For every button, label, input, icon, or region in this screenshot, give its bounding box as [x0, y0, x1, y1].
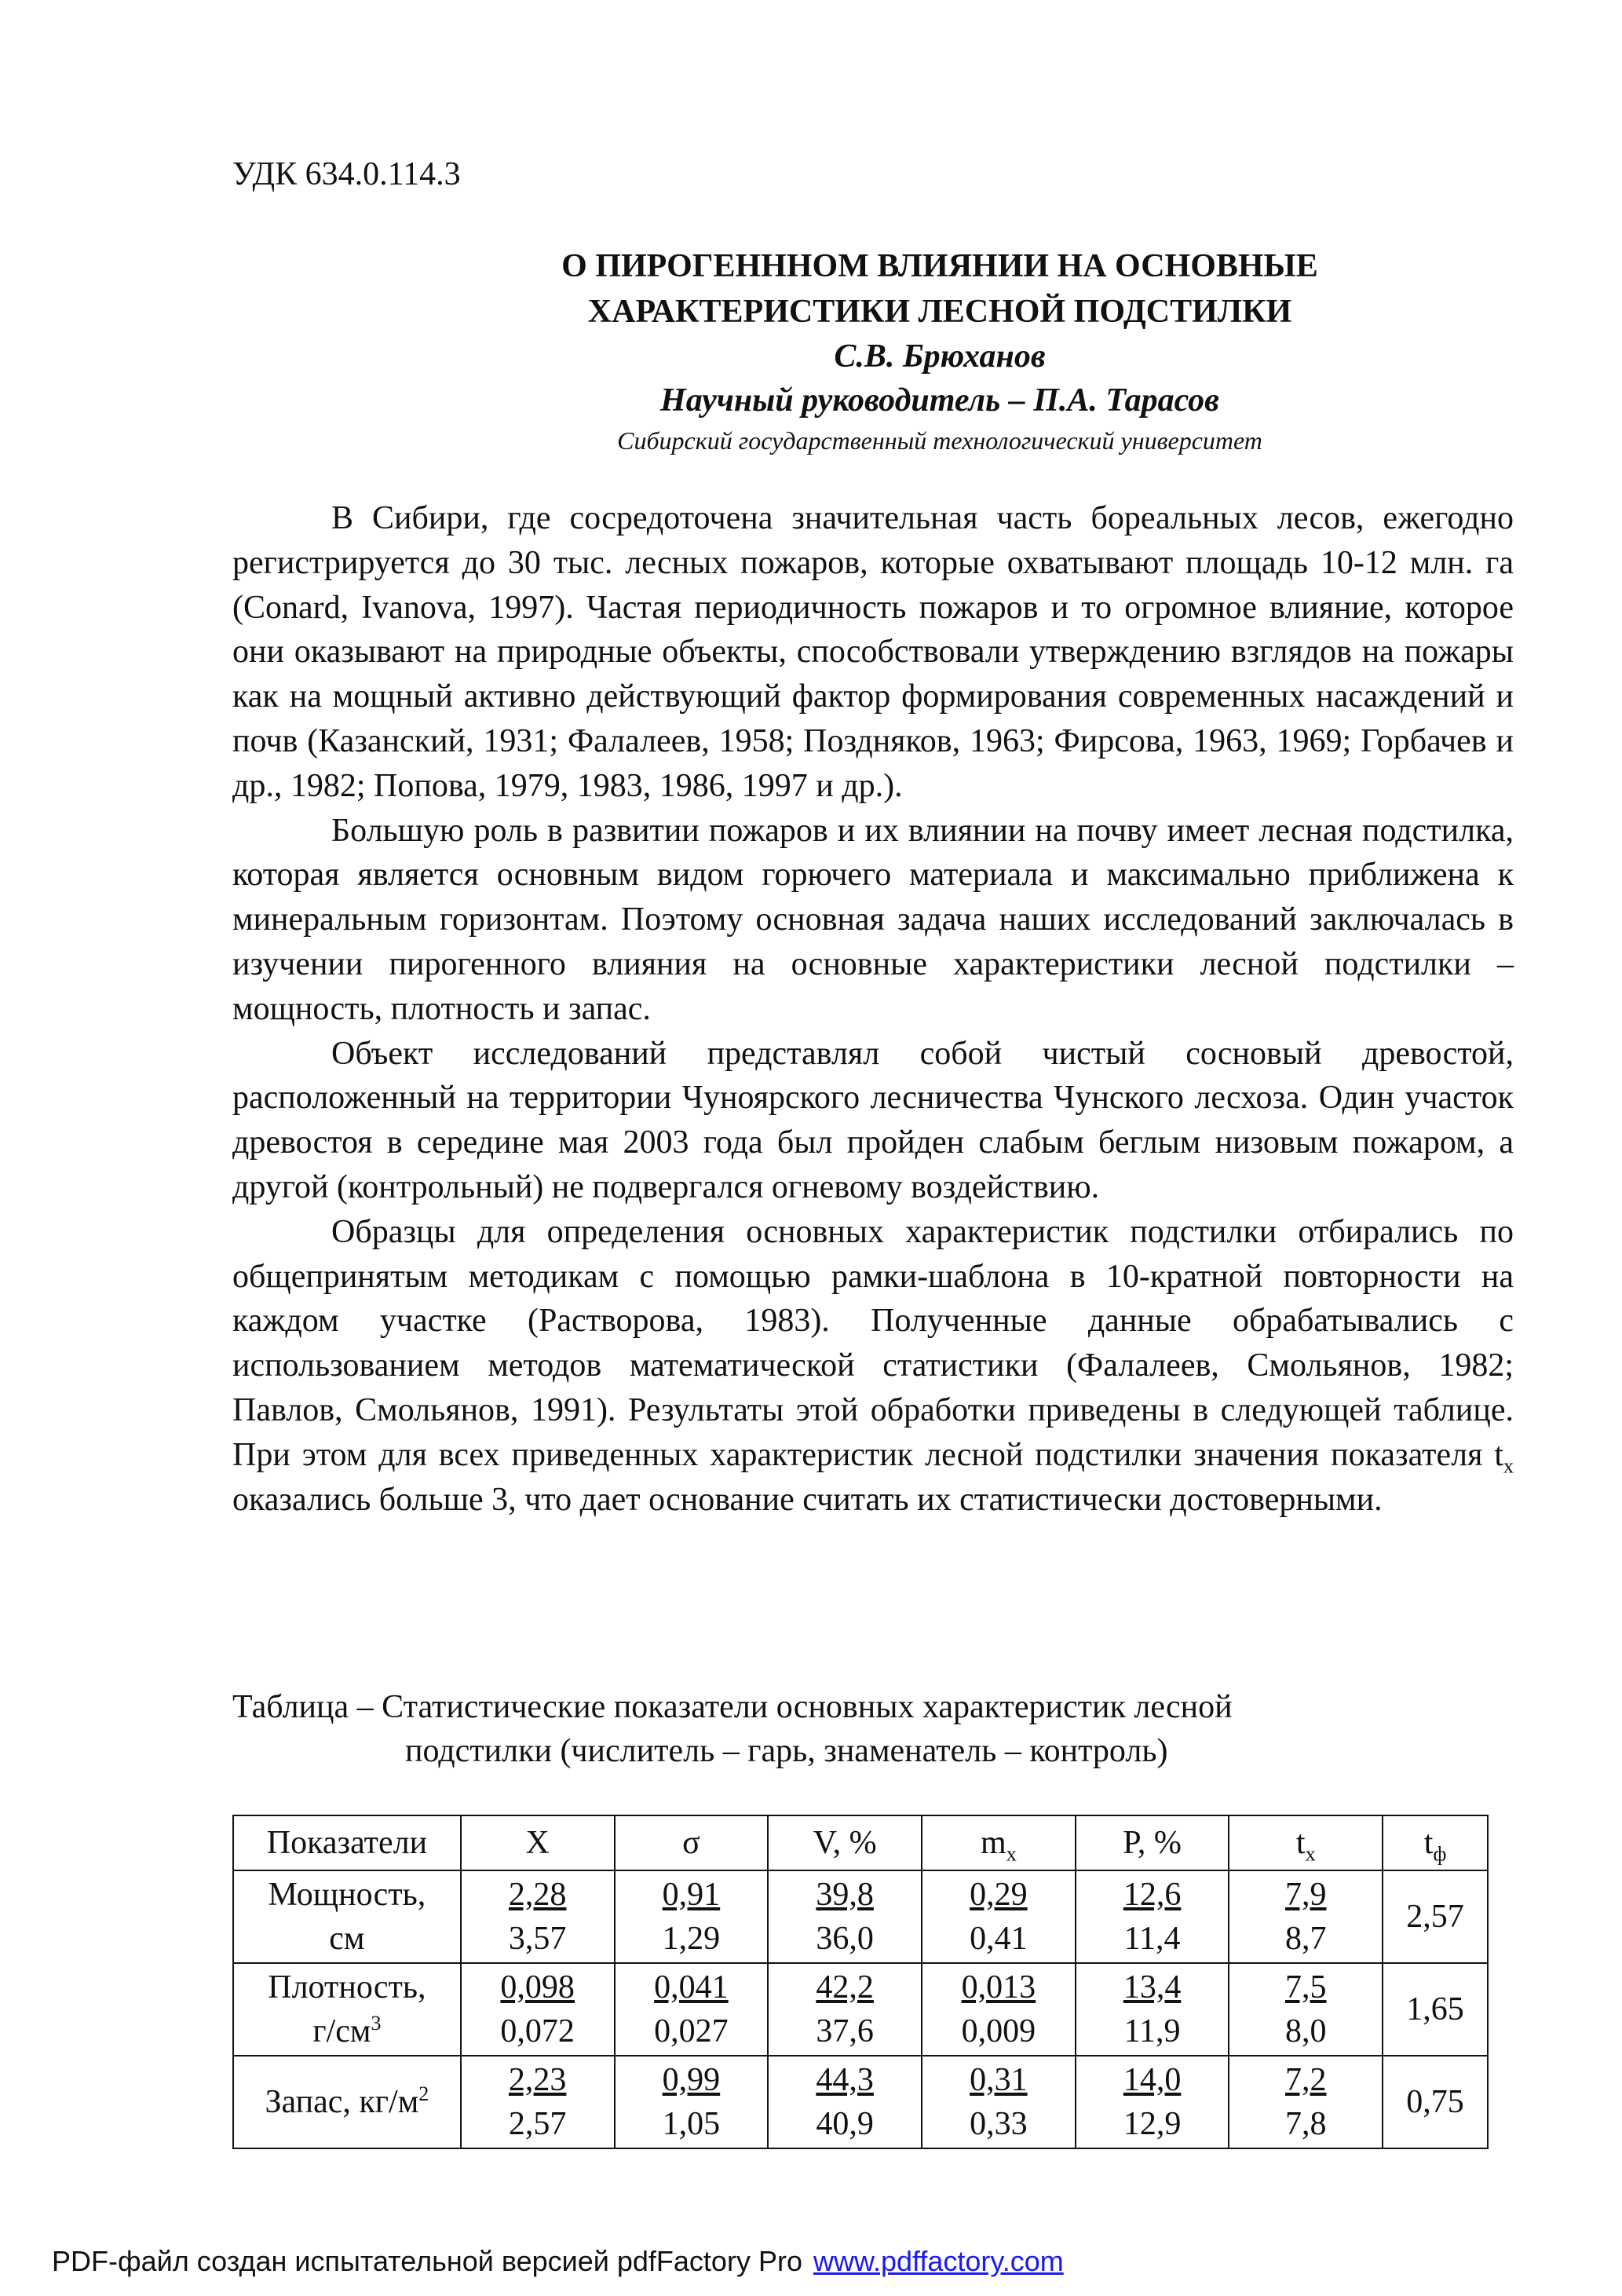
table-caption: [232, 1685, 1514, 1773]
cell-numerator: 0,99: [662, 2062, 721, 2098]
table-row: [233, 1870, 1488, 1963]
cell-numerator: 0,041: [654, 1969, 729, 2005]
row-indicator-name: Плотность, $г/см^3$: [233, 1963, 461, 2056]
row-indicator-name: Мощность, см: [233, 1870, 461, 1963]
pdf-footer: [52, 2244, 1064, 2279]
cell-numerator: 0,31: [970, 2062, 1028, 2098]
cell-numerator: 7,2: [1284, 2062, 1327, 2098]
table-caption-line-2: подстилки (числитель – гарь, знаменатель – контроль): [405, 1733, 1168, 1769]
cell-numerator: 42,2: [816, 1969, 874, 2005]
table-cell-fraction: [922, 1870, 1076, 1963]
table-cell-tf: 0,75: [1383, 2056, 1488, 2148]
footer-text: PDF-файл создан испытательной версией pdfFactory Pro: [52, 2245, 802, 2277]
header-tf: $t_ф$: [1383, 1815, 1488, 1870]
footer-link[interactable]: www.pdffactory.com: [813, 2245, 1064, 2277]
article-body: [232, 496, 1514, 1522]
table-cell-fraction: [922, 2056, 1076, 2148]
table-cell-fraction: [768, 2056, 922, 2148]
cell-denominator: 0,33: [970, 2106, 1028, 2142]
cell-denominator: 1,05: [662, 2106, 721, 2142]
cell-numerator: 0,91: [662, 1877, 721, 1913]
cell-numerator: 2,28: [508, 1877, 567, 1913]
cell-denominator: 1,29: [662, 1921, 721, 1957]
cell-numerator: 0,29: [970, 1877, 1028, 1913]
table-cell-fraction: [768, 1870, 922, 1963]
cell-denominator: 40,9: [816, 2106, 874, 2142]
cell-denominator: 12,9: [1123, 2106, 1182, 2142]
paragraph-1: В Сибири, где сосредоточена значительная часть бореальных лесов, ежегодно регистрируется до 30 тыс. лесных пожаров, которые охватывают площадь 10-12 млн. га (Conard, Ivanova, 1997). Частая периодичность пожаров и то огромное влияние, которое они оказывают на природные объекты, способствовали утверждению взглядов на пожары как на мощный активно действующий фактор формирования современных насаждений и почв (Казанский, 1931; Фалалеев, 1958; Поздняков, 1963; Фирсова, 1963, 1969; Горбачев и др., 1982; Попова, 1979, 1983, 1986, 1997 и др.).: [232, 500, 1514, 804]
header-t: $t_x$: [1229, 1815, 1383, 1870]
cell-numerator: 14,0: [1123, 2062, 1182, 2098]
cell-numerator: 0,013: [961, 1969, 1036, 2005]
affiliation: Сибирский государственный технологический университет: [617, 426, 1262, 455]
table-cell-fraction: [922, 1963, 1076, 2056]
cell-denominator: 11,9: [1123, 2013, 1181, 2049]
table-cell-tf: 1,65: [1383, 1963, 1488, 2056]
table-cell-fraction: [1076, 1870, 1229, 1963]
supervisor-name: Научный руководитель – П.А. Тарасов: [660, 382, 1219, 419]
article-title-line-2: ХАРАКТЕРИСТИКИ ЛЕСНОЙ ПОДСТИЛКИ: [587, 294, 1292, 330]
header-v: V, %: [768, 1815, 922, 1870]
title-block: [232, 243, 1514, 459]
cell-denominator: 37,6: [816, 2013, 874, 2049]
header-p: P, %: [1076, 1815, 1229, 1870]
cell-denominator: 0,027: [654, 2013, 729, 2049]
cell-numerator: 0,098: [500, 1969, 575, 2005]
table-cell-fraction: [1076, 1963, 1229, 2056]
table-row: [233, 1963, 1488, 2056]
author-name: С.В. Брюханов: [834, 338, 1046, 375]
paragraph-3: Объект исследований представлял собой чистый сосновый древостой, расположенный на территории Чуноярского лесничества Чунского лесхоза. Один участок древостоя в середине мая 2003 года был пройден слабым беглым низовым пожаром, а другой (контрольный) не подвергался огневому воздействию.: [232, 1035, 1514, 1205]
cell-numerator: 2,23: [508, 2062, 567, 2098]
table-cell-fraction: [615, 1963, 769, 2056]
cell-denominator: 0,072: [500, 2013, 575, 2049]
cell-numerator: 44,3: [816, 2062, 874, 2098]
table-cell-fraction: [461, 1870, 615, 1963]
table-header-row: [233, 1815, 1488, 1870]
header-sigma: σ: [615, 1815, 769, 1870]
cell-denominator: 3,57: [508, 1921, 567, 1957]
table-row: [233, 2056, 1488, 2148]
cell-numerator: 12,6: [1123, 1877, 1182, 1913]
table-cell-fraction: [461, 2056, 615, 2148]
statistics-table: [232, 1815, 1489, 2149]
cell-denominator: 36,0: [816, 1921, 874, 1957]
table-cell-fraction: [1229, 1870, 1383, 1963]
paragraph-4-subscript: x: [1503, 1454, 1514, 1478]
cell-denominator: 7,8: [1284, 2106, 1327, 2142]
cell-denominator: 8,7: [1284, 1921, 1327, 1957]
table-cell-fraction: [1229, 2056, 1383, 2148]
table-cell-fraction: [1076, 2056, 1229, 2148]
paragraph-4-text-b: оказались больше 3, что дает основание считать их статистически достоверными.: [232, 1481, 1383, 1518]
table-cell-fraction: [461, 1963, 615, 2056]
cell-denominator: 8,0: [1284, 2013, 1327, 2049]
cell-numerator: 39,8: [816, 1877, 874, 1913]
cell-numerator: 7,9: [1284, 1877, 1327, 1913]
paragraph-4: [232, 1210, 1514, 1523]
table-body: [233, 1870, 1488, 2148]
header-x: X: [461, 1815, 615, 1870]
header-m: $m_x$: [922, 1815, 1076, 1870]
table-cell-fraction: [615, 1870, 769, 1963]
cell-denominator: 0,009: [961, 2013, 1036, 2049]
table-cell-fraction: [615, 2056, 769, 2148]
cell-denominator: 2,57: [508, 2106, 567, 2142]
cell-numerator: 13,4: [1123, 1969, 1182, 2005]
row-indicator-name: Запас, $кг/м^2$: [233, 2056, 461, 2148]
article-title-line-1: О ПИРОГЕНННОМ ВЛИЯНИИ НА ОСНОВНЫЕ: [561, 248, 1318, 284]
paragraph-4-text-a: Образцы для определения основных характеристик подстилки отбирались по общепринятым методикам с помощью рамки-шаблона в 10-кратной повторности на каждом участке (Растворова, 1983). Полученные данные обрабатывались с использованием методов математической статистики (Фалалеев, Смольянов, 1982; Павлов, Смольянов, 1991). Результаты этой обработки приведены в следующей таблице. При этом для всех приведенных характеристик лесной подстилки значения показателя t: [232, 1213, 1514, 1473]
table-cell-tf: 2,57: [1383, 1870, 1488, 1963]
table-caption-line-1: Таблица – Статистические показатели основных характеристик лесной: [232, 1689, 1233, 1725]
table-cell-fraction: [768, 1963, 922, 2056]
udk-code: УДК 634.0.114.3: [232, 156, 461, 192]
cell-denominator: 0,41: [970, 1921, 1028, 1957]
header-indicators: Показатели: [233, 1815, 461, 1870]
cell-denominator: 11,4: [1123, 1921, 1181, 1957]
table-cell-fraction: [1229, 1963, 1383, 2056]
paragraph-2: Большую роль в развитии пожаров и их влиянии на почву имеет лесная подстилка, которая является основным видом горючего материала и максимально приближена к минеральным горизонтам. Поэтому основная задача наших исследований заключалась в изучении пирогенного влияния на основные характеристики лесной подстилки – мощность, плотность и запас.: [232, 812, 1514, 1027]
cell-numerator: 7,5: [1284, 1969, 1327, 2005]
